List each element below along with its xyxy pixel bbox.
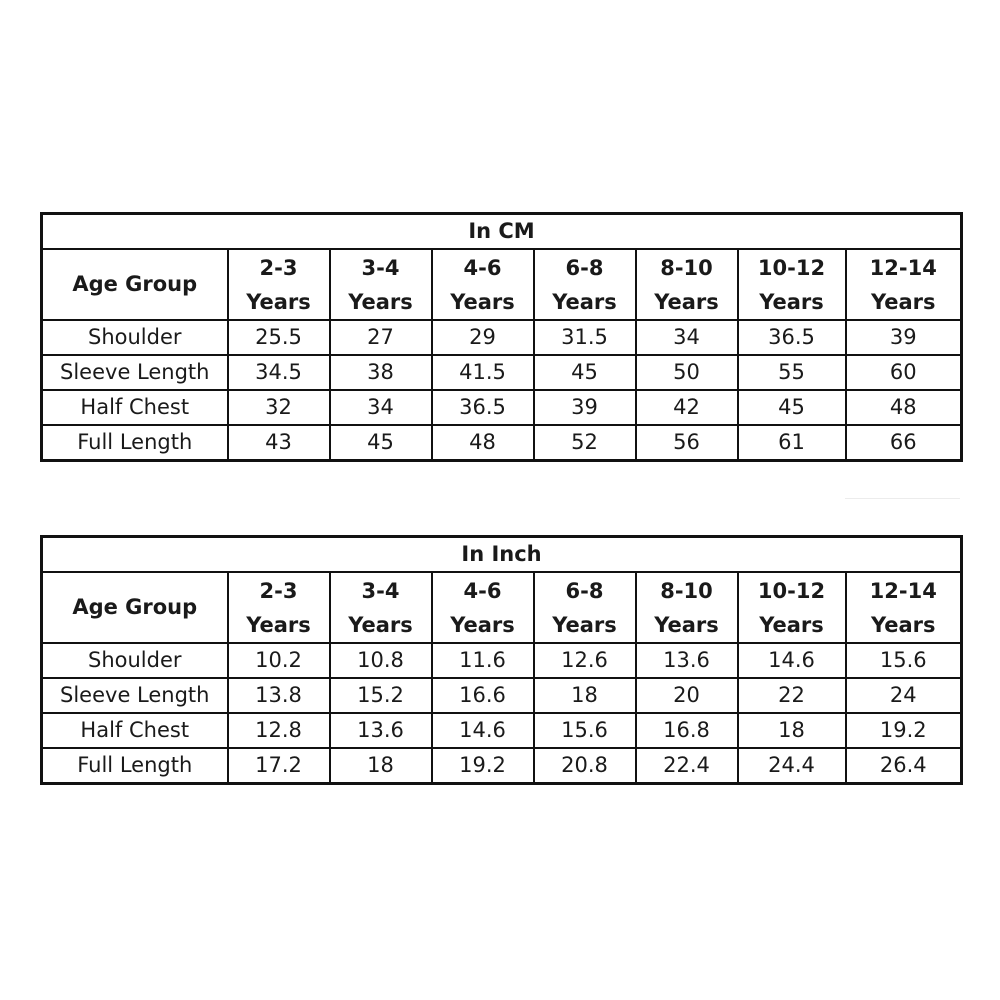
age-range-label: 6-8 [565,578,604,603]
age-range-label: 10-12 [757,255,826,280]
measurement-value: 10.8 [330,643,432,678]
measurement-value: 18 [534,678,636,713]
measurement-label: Half Chest [42,390,228,425]
measurement-label: Full Length [42,748,228,784]
measurement-value: 42 [636,390,738,425]
table-caption: In CM [42,214,962,250]
measurement-value: 19.2 [432,748,534,784]
age-range-label: 12-14 [869,255,937,280]
measurement-value: 60 [846,355,962,390]
measurement-value: 24 [846,678,962,713]
table-row [42,643,962,678]
age-column-header [432,249,534,320]
measurement-value: 15.6 [534,713,636,748]
measurement-value: 34.5 [228,355,330,390]
caption-row [42,537,962,573]
measurement-value: 39 [846,320,962,355]
age-range-label: 3-4 [361,255,400,280]
measurement-value: 56 [636,425,738,461]
age-column-header [846,572,962,643]
measurement-value: 11.6 [432,643,534,678]
measurement-label: Full Length [42,425,228,461]
table-row [42,320,962,355]
age-range-label: 8-10 [660,578,713,603]
age-column-header [228,249,330,320]
age-range-label: 3-4 [361,578,400,603]
measurement-value: 41.5 [432,355,534,390]
measurement-value: 34 [330,390,432,425]
age-column-header [738,572,846,643]
table-row [42,425,962,461]
caption-row [42,214,962,250]
years-label: Years [450,289,515,314]
age-column-header [636,572,738,643]
table-row [42,390,962,425]
table-row [42,678,962,713]
measurement-value: 12.6 [534,643,636,678]
table-row [42,355,962,390]
measurement-value: 48 [846,390,962,425]
table-row [42,713,962,748]
measurement-label: Shoulder [42,320,228,355]
years-label: Years [759,612,824,637]
years-label: Years [759,289,824,314]
age-range-label: 8-10 [660,255,713,280]
measurement-value: 52 [534,425,636,461]
measurement-value: 24.4 [738,748,846,784]
age-group-header: Age Group [42,249,228,320]
age-column-header [846,249,962,320]
age-range-label: 4-6 [463,255,502,280]
measurement-value: 36.5 [432,390,534,425]
age-column-header [534,572,636,643]
years-label: Years [552,612,617,637]
age-column-header [636,249,738,320]
measurement-value: 13.8 [228,678,330,713]
measurement-value: 55 [738,355,846,390]
measurement-value: 12.8 [228,713,330,748]
measurement-value: 13.6 [330,713,432,748]
years-label: Years [348,612,413,637]
years-label: Years [552,289,617,314]
measurement-label: Half Chest [42,713,228,748]
measurement-value: 20.8 [534,748,636,784]
years-label: Years [654,612,719,637]
measurement-value: 27 [330,320,432,355]
measurement-value: 19.2 [846,713,962,748]
measurement-label: Sleeve Length [42,355,228,390]
years-label: Years [870,289,936,314]
header-row [42,249,962,320]
measurement-value: 18 [330,748,432,784]
age-range-label: 6-8 [565,255,604,280]
measurement-value: 18 [738,713,846,748]
age-column-header [330,249,432,320]
size-chart-inch-table [40,535,963,785]
measurement-value: 15.2 [330,678,432,713]
age-column-header [432,572,534,643]
divider [845,498,960,499]
age-range-label: 2-3 [259,578,298,603]
age-group-header: Age Group [42,572,228,643]
measurement-value: 36.5 [738,320,846,355]
measurement-value: 17.2 [228,748,330,784]
age-column-header [330,572,432,643]
years-label: Years [246,289,311,314]
measurement-label: Sleeve Length [42,678,228,713]
measurement-value: 34 [636,320,738,355]
measurement-value: 61 [738,425,846,461]
age-range-label: 4-6 [463,578,502,603]
measurement-value: 45 [534,355,636,390]
measurement-value: 50 [636,355,738,390]
measurement-value: 22.4 [636,748,738,784]
age-range-label: 12-14 [869,578,937,603]
measurement-value: 14.6 [432,713,534,748]
measurement-label: Shoulder [42,643,228,678]
measurement-value: 14.6 [738,643,846,678]
size-chart-cm-table [40,212,963,462]
age-range-label: 10-12 [757,578,826,603]
header-row [42,572,962,643]
years-label: Years [870,612,936,637]
measurement-value: 26.4 [846,748,962,784]
measurement-value: 16.6 [432,678,534,713]
years-label: Years [246,612,311,637]
table-row [42,748,962,784]
measurement-value: 45 [330,425,432,461]
measurement-value: 31.5 [534,320,636,355]
measurement-value: 29 [432,320,534,355]
measurement-value: 16.8 [636,713,738,748]
age-column-header [534,249,636,320]
measurement-value: 15.6 [846,643,962,678]
age-column-header [738,249,846,320]
measurement-value: 45 [738,390,846,425]
measurement-value: 10.2 [228,643,330,678]
years-label: Years [348,289,413,314]
measurement-value: 25.5 [228,320,330,355]
measurement-value: 22 [738,678,846,713]
measurement-value: 32 [228,390,330,425]
years-label: Years [450,612,515,637]
table-caption: In Inch [42,537,962,573]
measurement-value: 38 [330,355,432,390]
years-label: Years [654,289,719,314]
measurement-value: 39 [534,390,636,425]
age-range-label: 2-3 [259,255,298,280]
measurement-value: 66 [846,425,962,461]
measurement-value: 20 [636,678,738,713]
measurement-value: 48 [432,425,534,461]
age-column-header [228,572,330,643]
measurement-value: 43 [228,425,330,461]
measurement-value: 13.6 [636,643,738,678]
